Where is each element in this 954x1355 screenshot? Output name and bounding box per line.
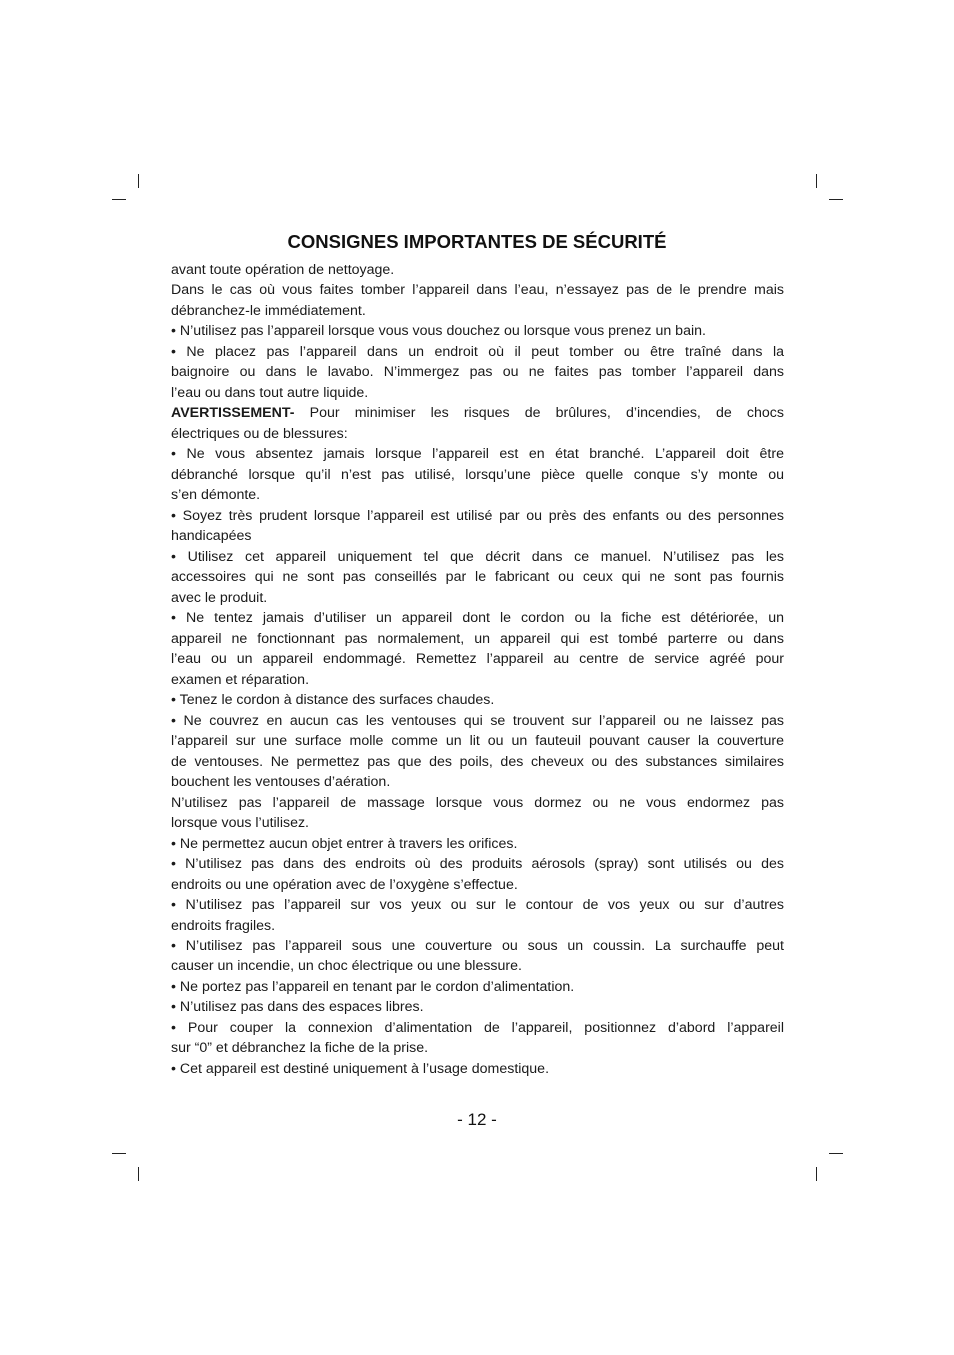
paragraph (171, 854, 784, 895)
text-line: • Ne tentez jamais d’utiliser un appareil dont le cordon ou la fiche est détériorée, un (171, 610, 784, 627)
text-line: endroits fragiles. (171, 917, 276, 934)
text-line: baignoire ou dans le lavabo. N’immergez pas ou ne faites pas tomber l’appareil dans (171, 364, 784, 381)
paragraph (171, 793, 784, 834)
paragraph (171, 403, 784, 444)
text-line: endroits ou une opération avec de l’oxygène s’effectue. (171, 876, 518, 893)
paragraph (171, 997, 784, 1017)
crop-mark-top-left-vertical (138, 174, 139, 188)
text-line: sur “0” et débranchez la fiche de la prise. (171, 1040, 429, 1057)
paragraph (171, 1018, 784, 1059)
paragraph (171, 690, 784, 710)
paragraph (171, 1059, 784, 1079)
crop-mark-bottom-left-vertical (138, 1167, 139, 1181)
body-text (171, 260, 784, 1079)
crop-mark-top-left-horizontal (112, 199, 126, 200)
paragraph (171, 977, 784, 997)
text-line: • Ne portez pas l’appareil en tenant par le cordon d’alimentation. (171, 978, 575, 995)
text-line: • Ne permettez aucun objet entrer à travers les orifices. (171, 835, 518, 852)
crop-mark-bottom-right-vertical (816, 1167, 817, 1181)
text-line: s’en démonte. (171, 487, 261, 504)
section-title: CONSIGNES IMPORTANTES DE SÉCURITÉ (287, 231, 667, 252)
text-line: • Cet appareil est destiné uniquement à l’usage domestique. (171, 1060, 550, 1077)
crop-mark-top-right-vertical (816, 174, 817, 188)
text-line: N’utilisez pas l’appareil de massage lorsque vous dormez ou ne vous endormez pas (171, 794, 784, 811)
crop-mark-bottom-left-horizontal (112, 1153, 126, 1154)
text-line: débranché lorsque qu’il n’est pas utilisé, lorsqu’une pièce quelle conque s’y monte ou (171, 466, 784, 483)
text-line: • N’utilisez pas l’appareil sous une couverture ou sous un coussin. La surchauffe peut (171, 937, 784, 954)
text-line (171, 403, 784, 423)
text-line: lorsque vous l’utilisez. (171, 815, 309, 832)
text-line: • Tenez le cordon à distance des surfaces chaudes. (171, 692, 495, 709)
text-line: causer un incendie, un choc électrique ou une blessure. (171, 958, 522, 975)
crop-mark-top-right-horizontal (829, 199, 843, 200)
text-line-content: Pour minimiser les risques de brûlures, d’incendies, de chocs (309, 405, 784, 422)
paragraph (171, 936, 784, 977)
text-line: électriques ou de blessures: (171, 425, 348, 442)
crop-mark-bottom-right-horizontal (829, 1153, 843, 1154)
text-line: avant toute opération de nettoyage. (171, 262, 395, 278)
text-line: • N’utilisez pas dans des espaces libres. (171, 999, 424, 1016)
text-line: handicapées (171, 528, 252, 545)
text-line: • Ne placez pas l’appareil dans un endroit où il peut tomber ou être traîné dans la (171, 343, 784, 360)
paragraph (171, 895, 784, 936)
text-line: • Soyez très prudent lorsque l’appareil est utilisé par ou près des enfants ou des personnes (171, 507, 784, 524)
paragraph (171, 834, 784, 854)
paragraph (171, 342, 784, 403)
text-line: l’eau ou un appareil endommagé. Remettez l’appareil au centre de service agréé pour (171, 651, 784, 668)
text-line: de ventouses. Ne permettez pas que des poils, des cheveux ou des substances similaires (171, 753, 784, 770)
text-line: Dans le cas où vous faites tomber l’appareil dans l’eau, n’essayez pas de le prendre mais (171, 282, 784, 299)
text-line: • Ne couvrez en aucun cas les ventouses qui se trouvent sur l’appareil ou ne laissez pas (171, 712, 784, 729)
paragraph (171, 608, 784, 690)
text-line: • Ne vous absentez jamais lorsque l’appareil est en état branché. L’appareil doit être (171, 446, 784, 463)
paragraph (171, 547, 784, 608)
paragraph (171, 444, 784, 505)
paragraph (171, 280, 784, 321)
text-line: • N’utilisez pas dans des endroits où des produits aérosols (spray) sont utilisés ou des (171, 856, 784, 873)
text-line: • N’utilisez pas l’appareil sur vos yeux ou sur le contour de vos yeux ou sur d’autres (171, 897, 784, 914)
text-line: examen et réparation. (171, 671, 310, 688)
paragraph (171, 321, 784, 341)
text-line: accessoires qui ne sont pas conseillés par le fabricant ou ceux qui ne sont pas fournis (171, 569, 784, 586)
paragraph (171, 711, 784, 793)
paragraph (171, 506, 784, 547)
warning-label: AVERTISSEMENT- (171, 405, 295, 422)
text-line: appareil ne fonctionnant pas normalement, un appareil qui est tombé parterre ou dans (171, 630, 784, 647)
text-line: • Pour couper la connexion d’alimentation de l’appareil, positionnez d’abord l’appareil (171, 1019, 784, 1036)
text-line: avec le produit. (171, 589, 268, 606)
text-line: l’appareil sur une surface molle comme un lit ou un fauteuil pouvant causer la couverture (171, 733, 784, 750)
text-line: débranchez-le immédiatement. (171, 302, 366, 319)
text-line: • N’utilisez pas l’appareil lorsque vous vous douchez ou lorsque vous prenez un bain. (171, 323, 706, 340)
paragraph (171, 260, 784, 280)
text-line: bouchent les ventouses d’aération. (171, 774, 391, 791)
text-line: l’eau ou dans tout autre liquide. (171, 384, 369, 401)
text-line: • Utilisez cet appareil uniquement tel que décrit dans ce manuel. N’utilisez pas les (171, 548, 784, 565)
page-number: - 12 - (457, 1110, 497, 1129)
